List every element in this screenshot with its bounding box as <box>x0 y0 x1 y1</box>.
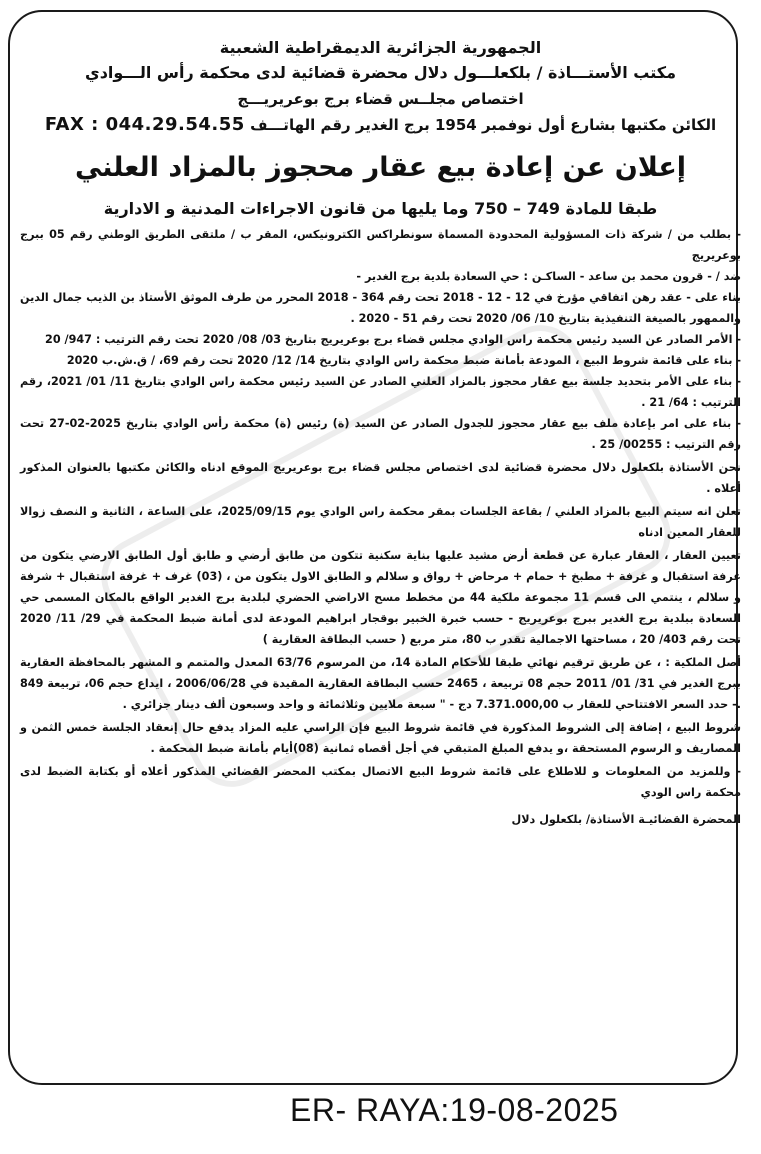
paragraph-requester: - بطلب من / شركة ذات المسؤولية المحدودة المسماة سونطراكس الكترونيكس، المقر ب / ملتقى الطريق الوطني رقم 05 ببرج بوعريريج <box>20 228 741 262</box>
paragraph-refile-order: - بناء على امر بإعادة ملف بيع عقار محجوز للجدول الصادر عن السيد (ة) رئيس (ة) محكمة رأس الوادي بتاريخ 2025-02-27 تحت رقم الترتيب : 00255/ 25 . <box>20 417 741 451</box>
paragraph-ownership-price: أصل الملكية : ، عن طريق ترقيم نهائي طبقا للأحكام المادة 14، من المرسوم 63/76 المعدل والمتمم و المشهر بالمحافظة العقارية ببرج الغدير في 31/ 01/ 2011 حجم 08 تربيعة ، 2465 حسب البطاقة العقارية المقيدة في 2006/06/28 ، ايداع حجم 06، تربيعة 849 .- حدد السعر الافتتاحي للعقار ب 7.371.000,00 دج - " سبعة ملايين وثلاثمائة و واحد وسبعون ألف دينار جزائري . <box>20 656 742 711</box>
announcement-body <box>20 36 741 842</box>
office-header: مكتب الأستـــاذة / بلكعلـــول دلال محضرة قضائية لدى محكمة رأس الـــوادي <box>85 63 676 82</box>
jurisdiction-header: اختصاص مجلــس قضاء برج بوعريريـــج <box>237 90 524 108</box>
publication-stamp: ER- RAYA:19-08-2025 <box>290 1092 619 1128</box>
paragraph-auction-date: تعلن انه سيتم البيع بالمزاد العلني / بقاعة الجلسات بمقر محكمة راس الوادي يوم 2025/09/15، على الساعة ، الثانية و النصف زوالا للعقار المعين ادناه <box>20 505 741 539</box>
address-line <box>20 112 741 138</box>
announcement-title: إعلان عن إعادة بيع عقار محجوز بالمزاد العلني <box>74 152 687 183</box>
paragraph-contact: - وللمزيد من المعلومات و للاطلاع على قائمة شروط البيع الاتصال بمكتب المحضر القضائي المذكور أعلاه أو بكتابة الضبط لدى محكمة راس الودي <box>20 765 741 799</box>
paragraph-bailiff: نحن الأستاذة بلكعلول دلال محضرة قضائية لدى اختصاص مجلس قضاء برج بوعريريج الموقع ادناه والكائن مكتبها بالعنوان المذكور أعلاه . <box>20 461 741 495</box>
legal-basis: طبقا للمادة 749 – 750 وما يليها من قانون الاجراءات المدنية و الادارية <box>103 199 658 218</box>
paragraph-sale-conditions: شروط البيع ، إضافة إلى الشروط المذكورة في قائمة شروط البيع فإن الراسي عليه المزاد يدفع حال إنعقاد الجلسة خمس الثمن و المصاريف و الرسوم المستحقة ،و يدفع المبلغ المتبقي في أجل أقصاه ثمانية (08)أيام بأمانة ضبط المحكمة . <box>20 721 741 755</box>
paragraph-session-order: - بناء على الأمر بتحديد جلسة بيع عقار محجوز بالمزاد العلني الصادر عن السيد رئيس محكمة راس الوادي بتاريخ 11/ 01/ 2021، رقم الترتيب : 64/ 21 . <box>20 375 742 409</box>
paragraph-mortgage: بناء على - عقد رهن اتفاقي مؤرخ في 12 - 12 - 2018 تحت رقم 364 - 2018 المحرر من طرف الموثق الأستاذ بن الذيب جمال الدين والممهور بالصيغة التنفيذية بتاريخ 10/ 06/ 2020 تحت رقم 51 - 2020 . <box>20 291 741 325</box>
paragraph-conditions-list: - بناء على قائمة شروط البيع ، المودعة بأمانة ضبط محكمة راس الوادي بتاريخ 14/ 12/ 2020 تحت رقم 69، / ق.ش.ب 2020 <box>66 354 741 367</box>
address-text: الكائن مكتبها بشارع أول نوفمبر 1954 برج الغدير رقم الهاتـــف <box>250 116 717 134</box>
paragraph-defendant: ضد / - قرون محمد بن ساعد - الساكـن : حي السعادة بلدية برج الغدير - <box>356 270 741 283</box>
republic-header: الجمهورية الجزائرية الديمقراطية الشعبية <box>219 38 542 57</box>
fax-number: FAX : 044.29.54.55 <box>44 114 245 135</box>
paragraph-property-description: تعيين العقار ، العقار عبارة عن قطعة أرض مشيد عليها بناية سكنية تتكون من طابق أرضي و طابق أول الطابق الارضي يتكون من غرفة استقبال و غرفة + مطبخ + حمام + مرحاض + رواق و سلالم و الطابق الاول يتكون من ، (03) غرف + غرفة استقبال + شرفة و سلالم ، ينتمي الى قسم 11 مجموعة ملكية 44 من مخطط مسح الاراضي الحضري لبلدية برج الغدير الواقع بالمكان المسمى حي السعادة ببلدية برج الغدير ببرج بوعريريج - حسب خبرة الخبير بوقجار ابراهيم المودعة لدى أمانة ضبط المحكمة في 29/ 11/ 2020 تحت رقم 403/ 20 ، مساحتها الاجمالية تقدر ب 80، متر مربع ( حسب البطاقة العقارية ) <box>20 549 742 646</box>
signature: المحضرة القضائيـة الأستاذة/ بلكعلول دلال <box>511 813 741 826</box>
paragraph-order: - الأمر الصادر عن السيد رئيس محكمة راس الوادي مجلس قضاء برج بوعريريج بتاريخ 03/ 08/ 2020 تحت رقم الترتيب : 947/ 20 <box>45 333 741 346</box>
